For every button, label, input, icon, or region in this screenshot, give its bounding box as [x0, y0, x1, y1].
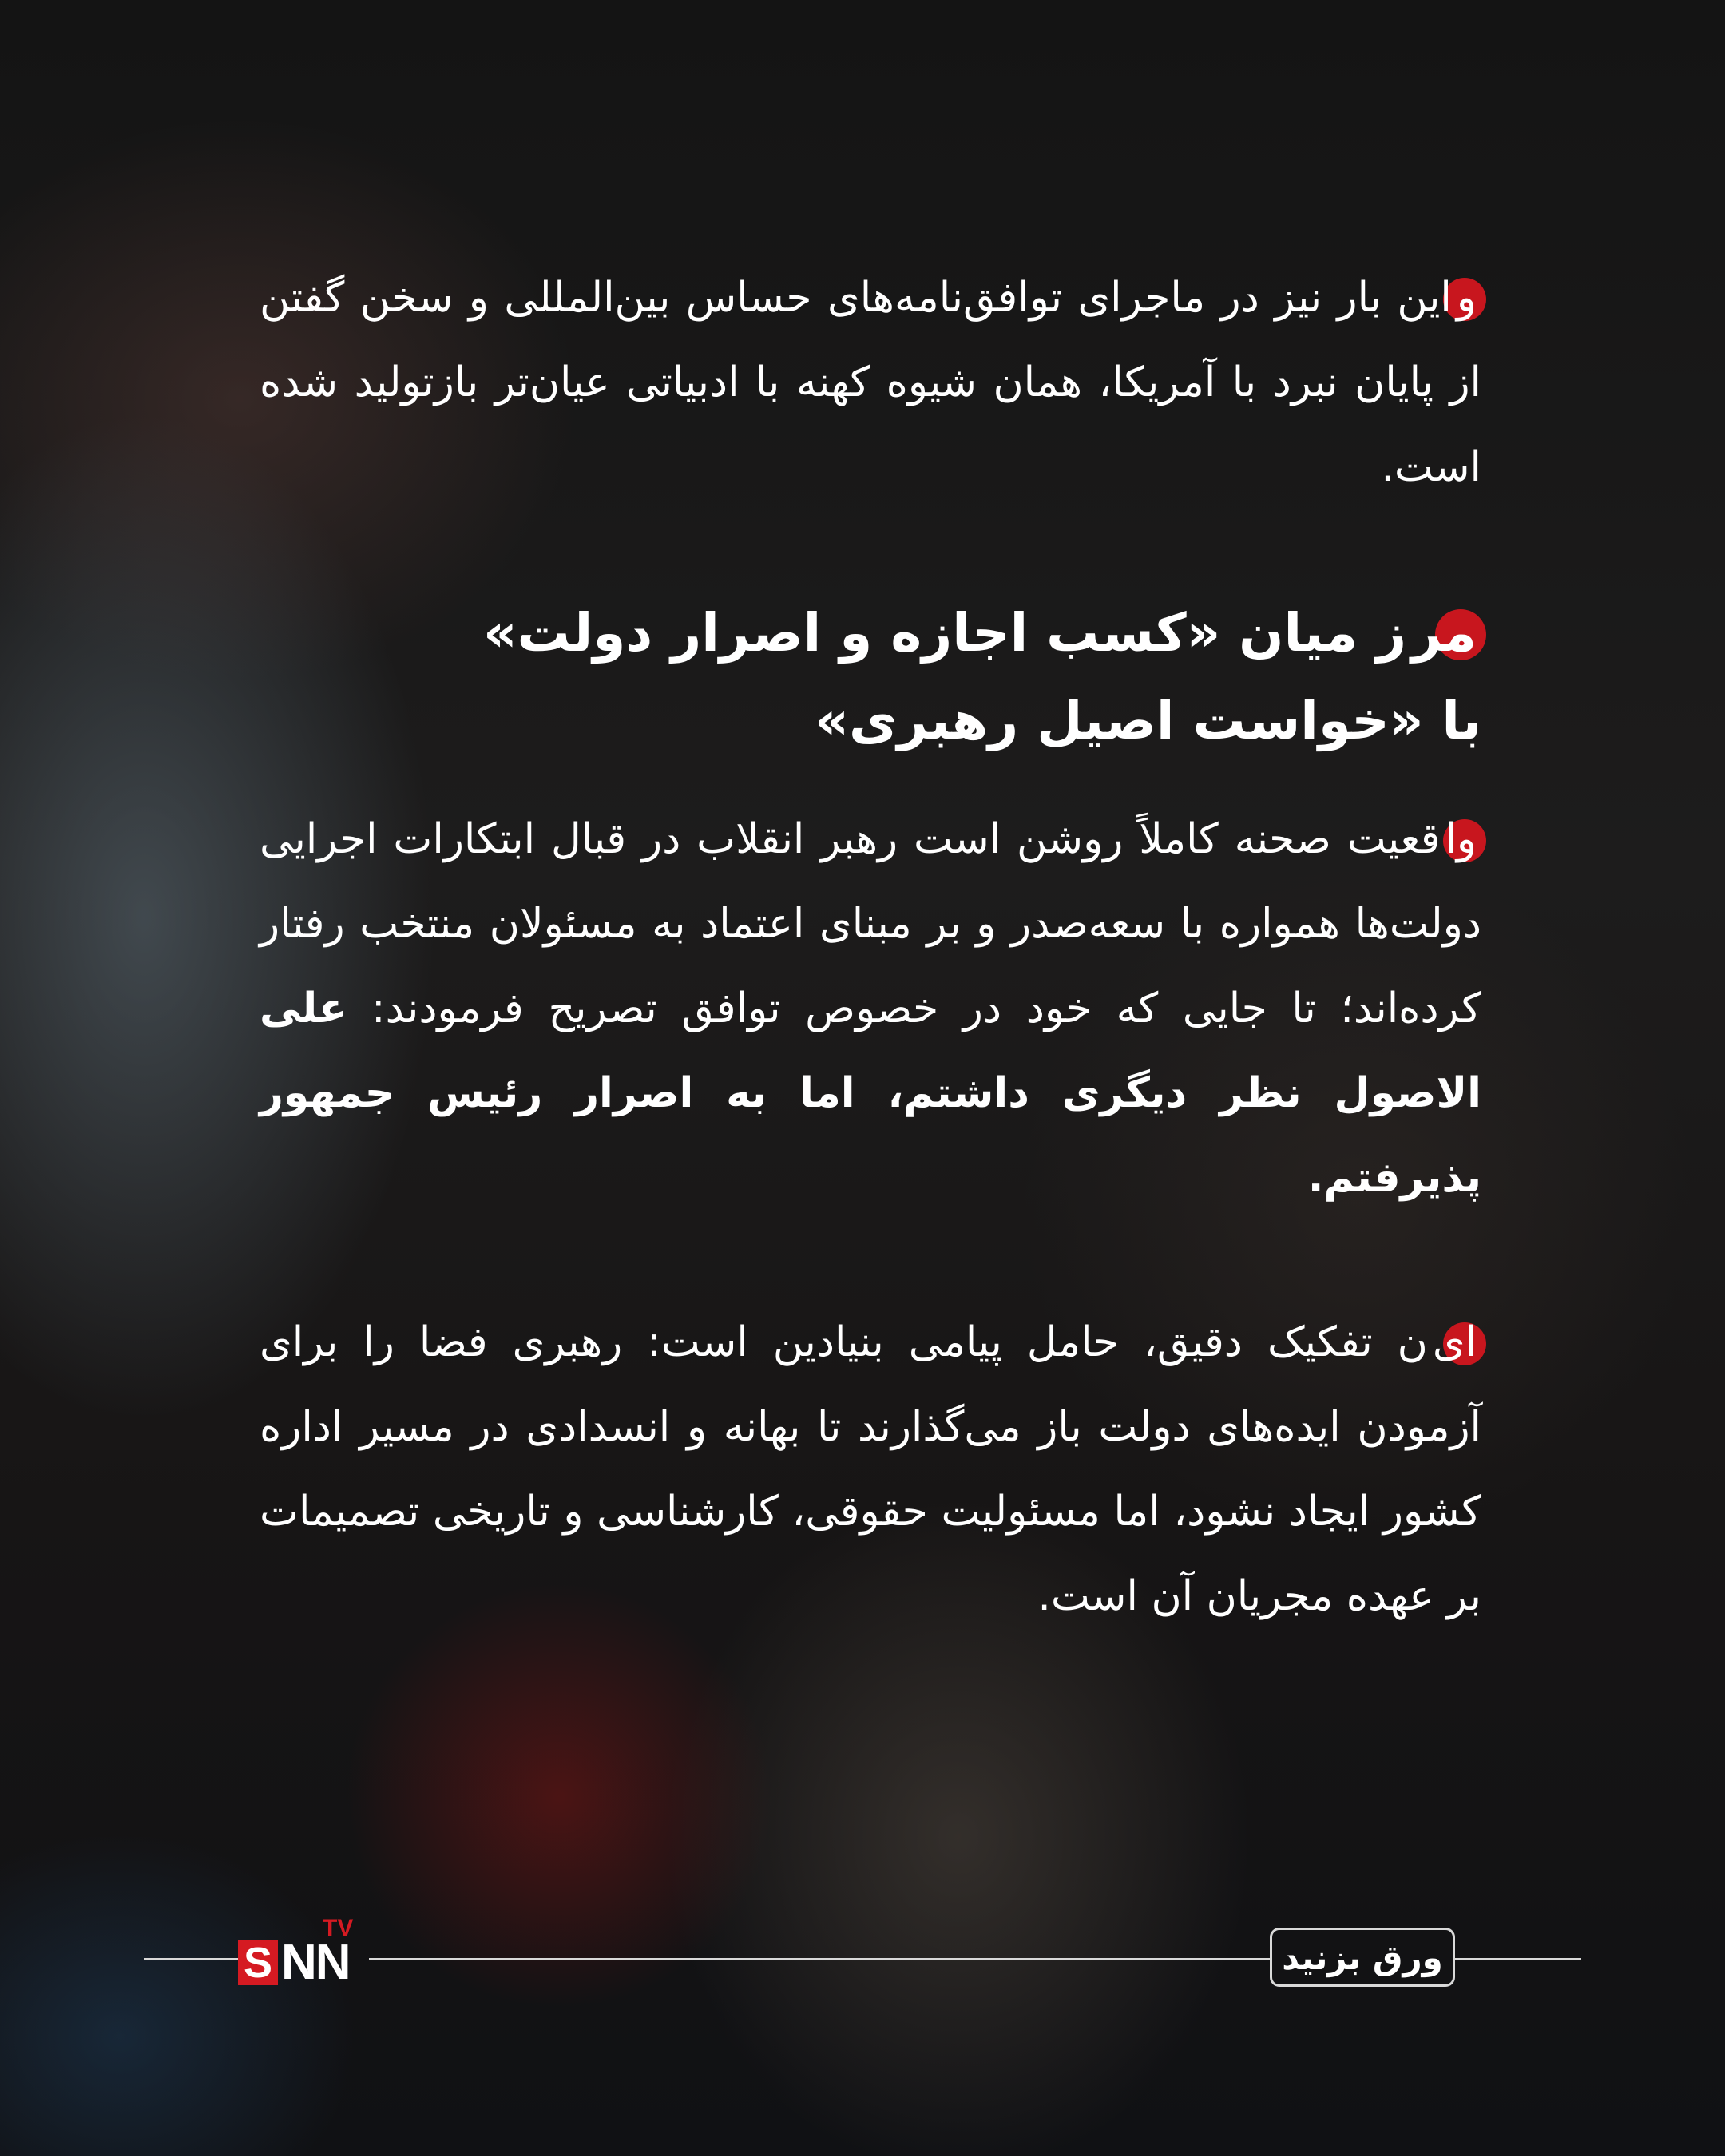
heading-drop-cap-circle: مر [1406, 589, 1481, 677]
paragraph-2 [260, 797, 1481, 1220]
heading-line-1: مرز میان «کسب اجازه و اصرار دولت» [260, 589, 1481, 677]
drop-cap-circle: وا [1440, 797, 1481, 882]
footer-rule-left [144, 1958, 238, 1960]
heading-line-2: با «خواست اصیل رهبری» [815, 690, 1481, 751]
paragraph-1 [260, 256, 1481, 509]
snn-tv-logo [238, 1915, 366, 1990]
footer [0, 1915, 1725, 2012]
drop-cap-circle: و [1452, 256, 1481, 340]
logo-s: S [238, 1940, 278, 1985]
footer-rule-right [1455, 1958, 1581, 1960]
logo-nn: NN [281, 1935, 350, 1990]
section-heading [260, 589, 1481, 765]
footer-rule-middle [369, 1958, 1270, 1960]
drop-cap-circle: ای [1428, 1300, 1481, 1385]
swipe-next-button[interactable]: ورق بزنید [1270, 1928, 1455, 1987]
paragraph-2-text: قعیت صحنه کاملاً روشن است رهبر انقلاب در قبال ابتکارات اجرایی دولت‌ها همواره با سعه‌صدر و بر مبنای اعتماد به مسئولان منتخب رفتار کرده‌اند؛ تا جایی که خود در خصوص توافق تصریح فرمودند: [260, 815, 1481, 1032]
paragraph-1-text: این بار نیز در ماجرای توافق‌نامه‌های حساس بین‌المللی و سخن گفتن از پایان نبرد با آمریکا، همان شیوه کهنه با ادبیاتی عیان‌تر بازتولید شده است. [260, 274, 1481, 491]
paragraph-3-text: ن تفکیک دقیق، حامل پیامی بنیادین است: رهبری فضا را برای آزمودن ایده‌های دولت باز می‌گذارند تا بهانه و انسدادی در مسیر اداره کشور ایجاد نشود، اما مسئولیت حقوقی، کارشناسی و تاریخی تصمیمات بر عهده مجریان آن است. [260, 1318, 1481, 1620]
article-body [260, 256, 1481, 1718]
logo-tv: TV [323, 1915, 354, 1941]
quote-bold: علی الاصول نظر دیگری داشتم، اما به اصرار رئیس جمهور پذیرفتم. [260, 985, 1481, 1202]
paragraph-3 [260, 1300, 1481, 1639]
